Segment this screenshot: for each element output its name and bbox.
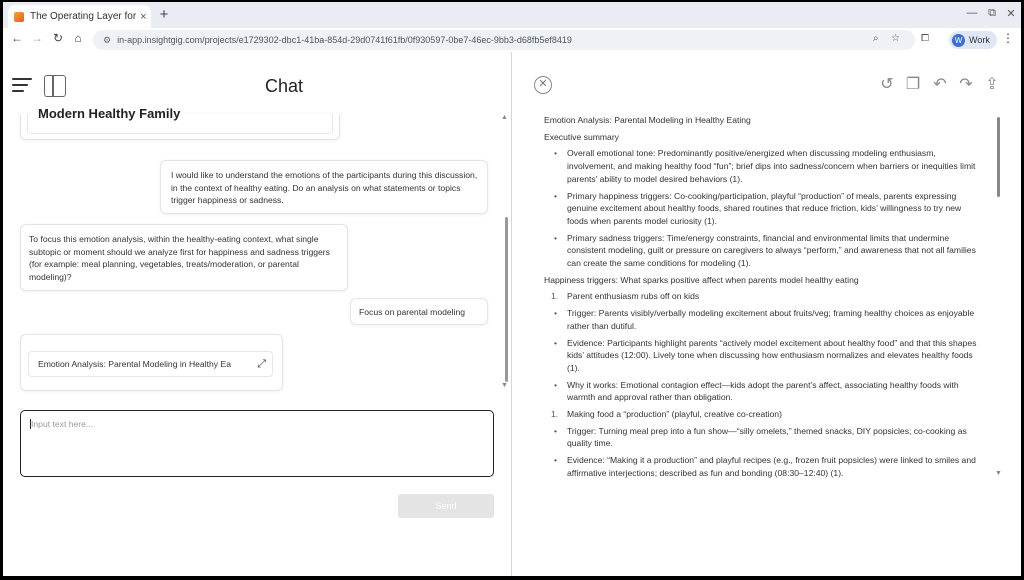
numbered-item-title: 1. Parent enthusiasm rubs off on kids bbox=[544, 290, 984, 303]
expand-icon[interactable]: ⤢ bbox=[254, 358, 266, 371]
profile-label: Work bbox=[969, 35, 990, 45]
scroll-down-arrow-icon[interactable]: ▼ bbox=[995, 470, 1002, 477]
chat-title: Chat bbox=[264, 76, 304, 96]
chat-scrollbar-thumb[interactable] bbox=[505, 217, 508, 382]
list-item: • Primary happiness triggers: Co-cooking/participation, playful “production” of meals, parents expressing genuine excitement about healthy foods, shared routines that reduce friction, kids’ willingness to try new foods when parents model curiosity (1). bbox=[544, 190, 984, 228]
message-text: Focus on parental modeling bbox=[359, 307, 466, 317]
list-item: • Evidence: “Making it a production” and playful recipes (e.g., frozen fruit popsicles) were linked to smiles and affirmative interjections; described as fun and bonding (08:30–12:40) (1). bbox=[544, 454, 984, 479]
avatar: W bbox=[952, 34, 965, 47]
artifact-link[interactable] bbox=[28, 351, 273, 377]
close-icon[interactable]: ✕ bbox=[534, 76, 552, 94]
numbered-item bbox=[544, 290, 984, 303]
browser-tab[interactable] bbox=[8, 5, 151, 28]
document-pane bbox=[512, 52, 1021, 576]
site-info-icon[interactable]: ⚙ bbox=[103, 34, 112, 45]
section1-list bbox=[544, 307, 984, 404]
address-bar[interactable] bbox=[93, 30, 915, 50]
artifact-card[interactable] bbox=[20, 334, 283, 391]
document-title: Emotion Analysis: Parental Modeling in Healthy Eating bbox=[544, 115, 751, 125]
list-item: • Trigger: Parents visibly/verbally modeling excitement about fruits/veg; framing healthy choices as enjoyable rather than dutiful. bbox=[544, 307, 984, 332]
bookmark-star-icon[interactable]: ☆ bbox=[891, 33, 900, 44]
tab-close-icon[interactable]: × bbox=[140, 10, 147, 23]
reload-icon[interactable]: ↻ bbox=[52, 31, 64, 45]
forward-icon[interactable]: → bbox=[31, 31, 43, 45]
document-content[interactable] bbox=[544, 114, 984, 482]
new-tab-button[interactable]: + bbox=[159, 6, 169, 23]
user-message bbox=[350, 298, 488, 325]
tab-title: The Operating Layer for bbox=[30, 11, 137, 22]
minimize-icon[interactable]: — bbox=[966, 7, 978, 19]
chat-pane bbox=[3, 52, 511, 576]
section-heading: Happiness triggers: What sparks positive affect when parents model healthy eating bbox=[544, 274, 859, 285]
numbered-item bbox=[544, 408, 984, 421]
window-close-icon[interactable]: ✕ bbox=[1006, 8, 1016, 20]
numbered-item-title: 1. Making food a “production” (playful, creative co-creation) bbox=[544, 408, 984, 421]
extensions-icon[interactable]: ⧠ bbox=[921, 33, 929, 44]
navigation-bar bbox=[3, 28, 1021, 52]
list-item: • Overall emotional tone: Predominantly positive/energized when discussing modeling enthusiasm, involvement, and making healthy food “fun”; brief dips into sadness/concern when barriers or inequities limit parents’ ability to model desired behaviors (1). bbox=[544, 147, 984, 185]
site-favicon-icon bbox=[14, 12, 24, 22]
send-button[interactable]: Send bbox=[398, 494, 494, 518]
message-text: To focus this emotion analysis, within the healthy-eating context, what single subtopic or moment should we analyze first for happiness and sadness triggers (for example: meal planning, vegetables, treats/moderation, or parental modeling)? bbox=[29, 234, 330, 282]
section2-list bbox=[544, 425, 984, 480]
redo-icon[interactable]: ↷ bbox=[959, 76, 973, 93]
document-scrollbar-thumb[interactable] bbox=[997, 117, 1000, 197]
zoom-icon[interactable]: ⌕ bbox=[873, 33, 879, 44]
user-message bbox=[160, 160, 488, 214]
input-placeholder: Input text here... bbox=[31, 419, 94, 429]
browser-window bbox=[3, 2, 1021, 576]
list-item: • Primary sadness triggers: Time/energy constraints, financial and environmental limits that undermine consistent modeling, guilt or pressure on caregivers to always “perform,” and awareness that not all families can create the same conditions for modeling (1). bbox=[544, 232, 984, 270]
document-card-title: Modern Healthy Family bbox=[38, 106, 181, 121]
chat-messages[interactable] bbox=[3, 106, 511, 452]
section-heading: Executive summary bbox=[544, 131, 619, 142]
scroll-up-arrow-icon[interactable]: ▲ bbox=[501, 114, 508, 121]
browser-menu-icon[interactable]: ⋮ bbox=[1002, 31, 1014, 45]
home-icon[interactable]: ⌂ bbox=[74, 31, 82, 45]
list-item: • Trigger: Turning meal prep into a fun show—“silly omelets,” themed snacks, DIY popsicles; co-cooking as quality time. bbox=[544, 425, 984, 450]
executive-summary-list bbox=[544, 147, 984, 269]
list-item: • Why it works: Emotional contagion effect—kids adopt the parent’s affect, associating healthy foods with warmth and approval rather than obligation. bbox=[544, 379, 984, 404]
copy-icon[interactable]: ❐ bbox=[905, 76, 921, 93]
assistant-message bbox=[20, 224, 348, 291]
history-icon[interactable]: ↺ bbox=[880, 76, 894, 93]
url-text: in-app.insightgig.com/projects/e1729302-dbc1-41ba-854d-29d0741f61fb/0f930597-0be7-46ec-9bb3-d68fb5ef8419 bbox=[117, 35, 572, 45]
scroll-down-arrow-icon[interactable]: ▼ bbox=[501, 382, 508, 389]
app-content bbox=[3, 52, 1021, 576]
tab-strip bbox=[3, 2, 1021, 28]
chat-input[interactable] bbox=[20, 410, 494, 477]
document-card-inner bbox=[27, 106, 333, 134]
profile-chip[interactable] bbox=[949, 31, 997, 49]
document-card[interactable] bbox=[20, 106, 340, 140]
share-upload-icon[interactable]: ⇪ bbox=[985, 76, 999, 93]
restore-icon[interactable]: ⧉ bbox=[988, 7, 996, 19]
back-icon[interactable]: ← bbox=[11, 31, 23, 45]
message-text: I would like to understand the emotions of the participants during this discussion, in the context of healthy eating. Do an analysis on what statements or topics trigger happiness or sadness. bbox=[171, 170, 478, 205]
artifact-title: Emotion Analysis: Parental Modeling in Healthy Ea bbox=[38, 359, 231, 369]
undo-icon[interactable]: ↶ bbox=[933, 76, 947, 93]
list-item: • Evidence: Participants highlight parents “actively model excitement about healthy food” and that this shapes kids’ attitudes (12:00). Lively tone when discussing how enthusiasm normalizes and elevates healthy foods (1). bbox=[544, 337, 984, 375]
